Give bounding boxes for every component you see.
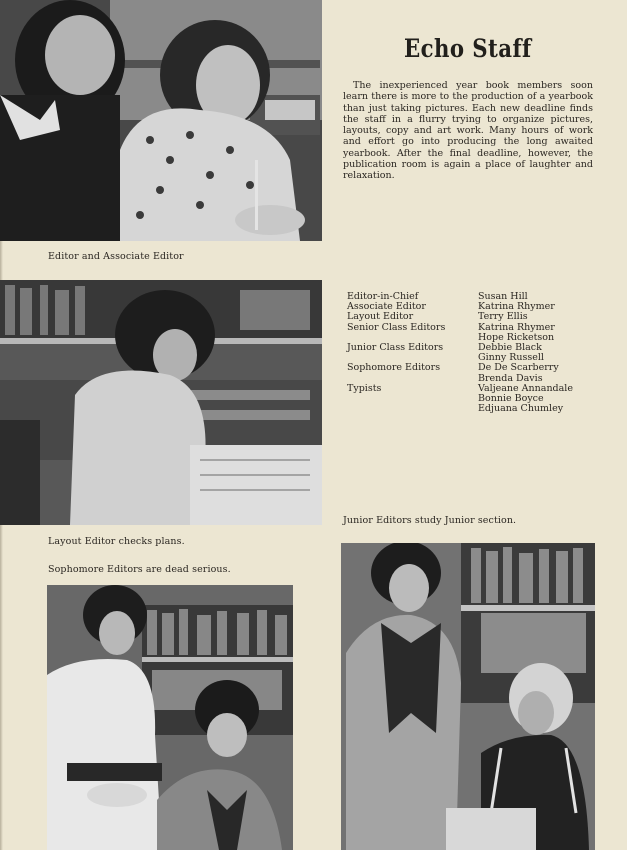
staff-name: Edjuana Chumley (478, 403, 564, 415)
photo-sophomore-editors (47, 585, 293, 850)
staff-name: Brenda Davis (478, 372, 543, 384)
staff-name: De De Scarberry (478, 362, 559, 374)
position-label: Associate Editor (347, 301, 426, 313)
staff-name: Hope Ricketson (478, 331, 555, 343)
staff-names-column (478, 292, 573, 414)
caption-layout-editor: Layout Editor checks plans. (48, 536, 185, 547)
position-label: Editor-in-Chief (347, 291, 419, 302)
staff-name: Katrina Rhymer (478, 321, 555, 333)
staff-name: Bonnie Boyce (478, 392, 544, 404)
caption-junior-editors: Junior Editors study Junior section. (343, 515, 517, 526)
intro-paragraph: The inexperienced year book members soon learn there is more to the production of a yearbook than just taking pictures. Each new deadline finds the staff in a flurry trying to organize pictures, layouts, copy and art work. Many hours of work and effort go into producing the long awaited yearbook. After the final deadline, however, the publication room is again a place of laughter and relaxation. (343, 80, 593, 182)
staff-name: Katrina Rhymer (478, 301, 555, 313)
position-label: Layout Editor (347, 311, 414, 323)
position-label: Junior Class Editors (347, 341, 444, 353)
caption-sophomore-editors: Sophomore Editors are dead serious. (48, 564, 231, 575)
caption-editor-and-associate-editor: Editor and Associate Editor (48, 251, 184, 262)
photo-editor-and-associate-editor (0, 0, 322, 241)
position-label: Typists (347, 382, 382, 394)
photo-junior-editors (341, 543, 595, 850)
position-label: Senior Class Editors (347, 321, 446, 333)
staff-name: Susan Hill (478, 291, 528, 302)
staff-positions-column (347, 292, 445, 394)
page-title: Echo Staff (404, 34, 532, 63)
position-label: Sophomore Editors (347, 362, 441, 374)
staff-name: Debbie Black (478, 341, 542, 353)
photo-layout-editor (0, 280, 322, 525)
staff-name: Terry Ellis (478, 311, 528, 323)
staff-name: Ginny Russell (478, 352, 544, 364)
staff-name: Valjeane Annandale (478, 382, 573, 394)
